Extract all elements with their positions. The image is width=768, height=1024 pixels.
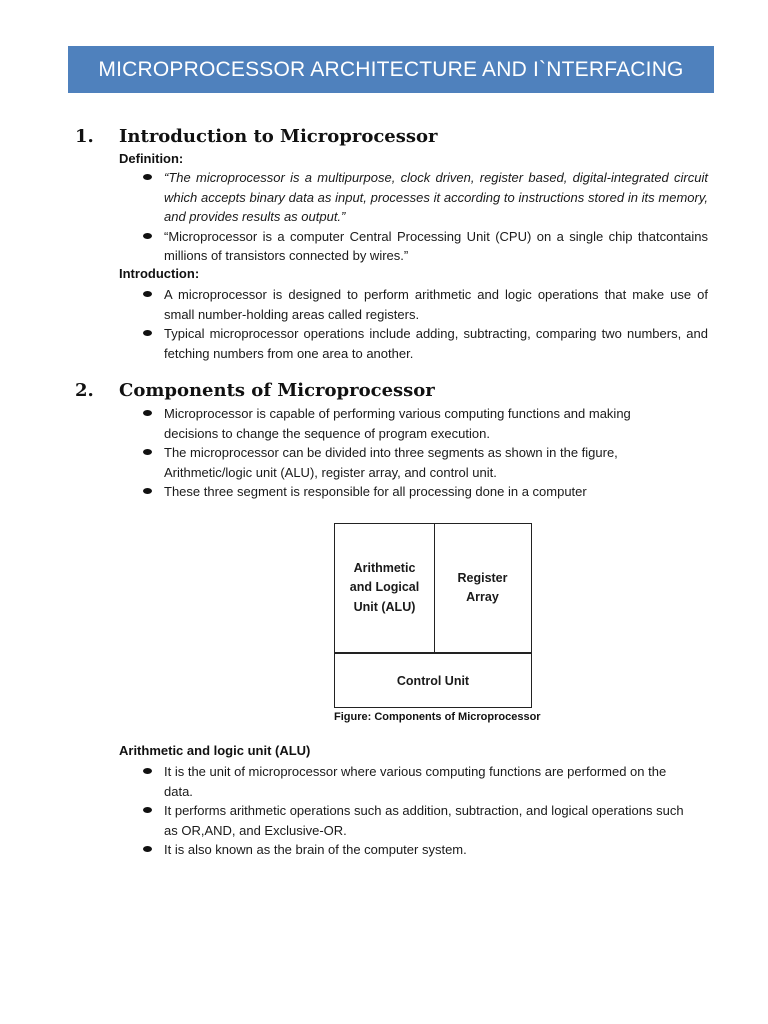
alu-list [140, 762, 690, 860]
list-item: It is also known as the brain of the computer system. [140, 840, 690, 860]
alu-section-label: Arithmetic and logic unit (ALU) [119, 743, 311, 758]
alu-block [335, 524, 435, 652]
control-unit-label: Control Unit [396, 673, 470, 688]
register-array-block [434, 524, 531, 652]
introduction-list [140, 285, 708, 363]
document-title: MICROPROCESSOR ARCHITECTURE AND I`NTERFACING [98, 57, 684, 81]
section-1-title: Introduction to Microprocessor [119, 126, 438, 147]
list-item: “Microprocessor is a computer Central Processing Unit (CPU) on a single chip thatcontains millions of transistors connected by wires.” [140, 227, 708, 266]
document-title-banner [68, 46, 714, 93]
list-item: It is the unit of microprocessor where various computing functions are performed on the data. [140, 762, 690, 801]
section-2-title: Components of Microprocessor [119, 380, 435, 401]
figure-caption: Figure: Components of Microprocessor [334, 711, 541, 723]
list-item: A microprocessor is designed to perform arithmetic and logic operations that make use of small number-holding areas called registers. [140, 285, 708, 324]
alu-label: Arithmetic and Logical Unit (ALU) [349, 560, 420, 614]
introduction-label: Introduction: [119, 266, 200, 281]
list-item: Microprocessor is capable of performing various computing functions and making decisions to change the sequence of program execution. [140, 404, 670, 443]
list-item: The microprocessor can be divided into three segments as shown in the figure, Arithmetic/logic unit (ALU), register array, and control unit. [140, 443, 670, 482]
list-item: These three segment is responsible for all processing done in a computer [140, 482, 670, 502]
definition-label: Definition: [119, 151, 184, 166]
section-2-heading [75, 380, 435, 401]
list-item: It performs arithmetic operations such as addition, subtraction, and logical operations such as OR,AND, and Exclusive-OR. [140, 801, 690, 840]
list-item: Typical microprocessor operations include adding, subtracting, comparing two numbers, and fetching numbers from one area to another. [140, 324, 708, 363]
list-item: “The microprocessor is a multipurpose, clock driven, register based, digital-integrated circuit which accepts binary data as input, processes it according to instructions stored in its memory, and provides results as output.” [140, 168, 708, 227]
section-1-heading [75, 126, 438, 147]
section-1-number: 1. [75, 126, 94, 147]
components-diagram [334, 523, 532, 708]
components-list [140, 404, 670, 502]
section-2-number: 2. [75, 380, 94, 401]
definition-list [140, 168, 708, 266]
register-array-label: Register Array [457, 570, 508, 604]
control-unit-block [335, 652, 531, 707]
